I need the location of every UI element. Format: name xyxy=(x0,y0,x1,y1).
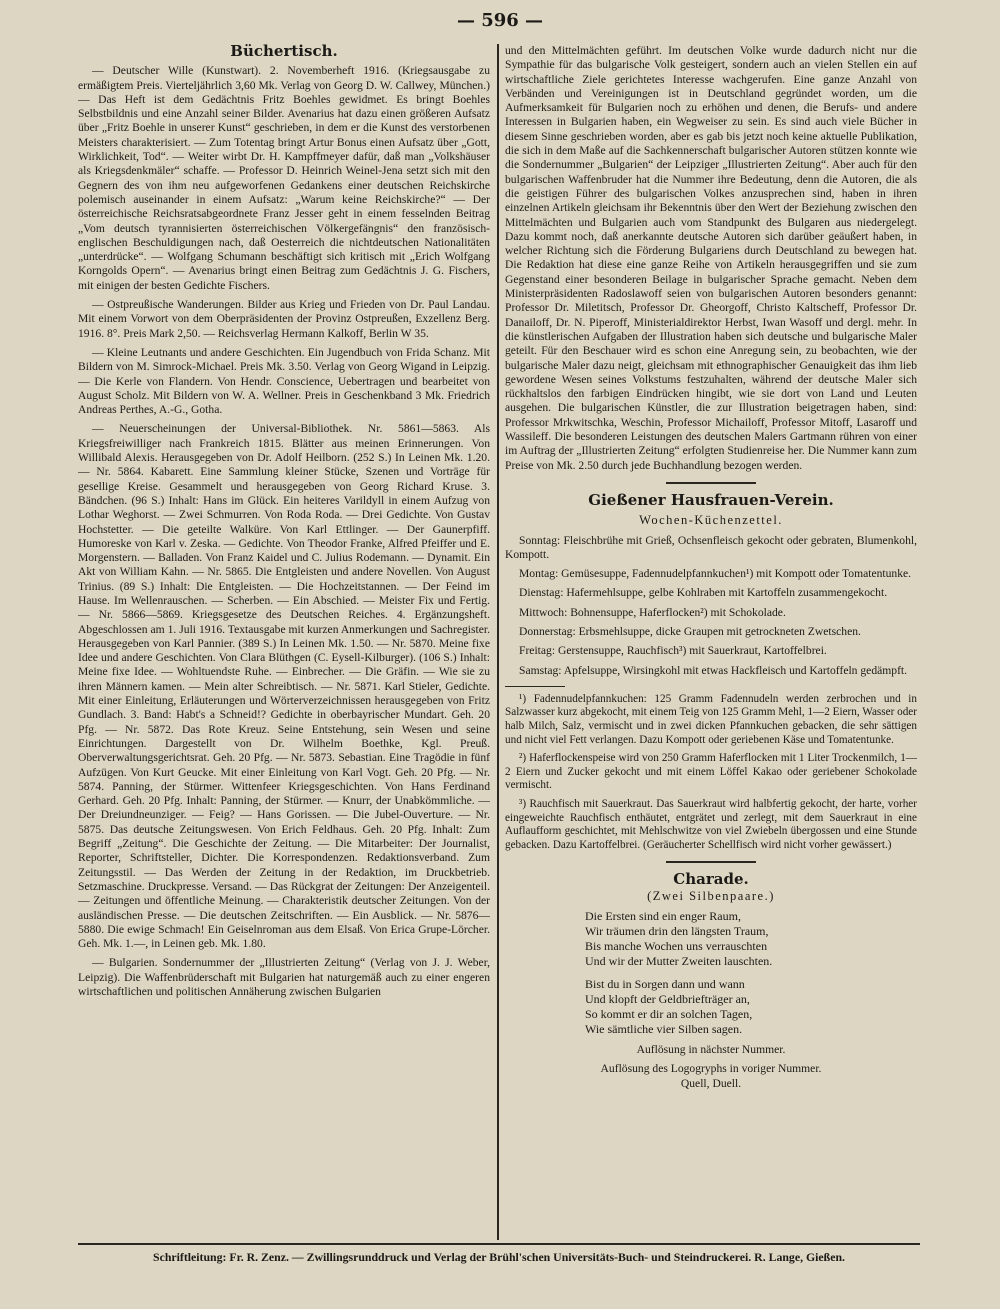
menu-day: Dienstag: Hafermehlsuppe, gelbe Kohlraben mit Kartoffeln zusammengekocht. xyxy=(519,586,888,600)
solution-next-issue: Auflösung in nächster Nummer. xyxy=(636,1043,786,1056)
section-separator xyxy=(666,861,756,863)
right-column xyxy=(505,44,917,1239)
charade-poem xyxy=(585,909,917,1037)
column-divider xyxy=(497,44,499,1240)
poem-line: Bis manche Wochen uns verrauschten xyxy=(585,939,768,953)
imprint-footer: Schriftleitung: Fr. R. Zenz. — Zwillingsrunddruck und Verlag der Brühl'schen Universitäts-Buch- und Steindruckerei. R. Lange, Gießen. xyxy=(153,1250,845,1264)
kuechenzettel-subheading: Wochen-Küchenzettel. xyxy=(639,513,783,528)
bulgarien-continuation: und den Mittelmächten geführt. Im deutschen Volke wurde dadurch nicht nur die Sympathie für das bulgarische Volk gesteigert, sondern auch an vielen Stellen ein auf wirtschaftliche Ziele gerichtetes Interesse wachgerufen. Eine ganze Anzahl von Verbänden und Vereinigungen ist in Deutschland gegründet worden, um die Aufmerksamkeit für Bulgarien noch zu erhöhen und denen, die Berufs- und andere Interessen in Bulgarien haben, ein Wegweiser zu sein. Es sind auch viele Bücher in diesem Sinne geschrieben worden, aber es gab bis jetzt noch keine aktuelle Publikation, die sich in dem Maße auf die Sachkennerschaft bulgarischer Autoren stützen konnte wie die Sondernummer „Bulgarien“ der Leipziger „Illustrierten Zeitung“. Aber auch für den bulgarischen Waffenbruder hat die Nummer ihre Bedeutung, denn die Autoren, die als die geistigen Führer des bulgarischen Volkes anzusprechen sind, haben in ihren einzelnen Artikeln gleichsam ihr Bekenntnis über den Wert der Beziehung zwischen den Mittelmächten und Bulgarien auch vom Standpunkt des Bulgaren aus niedergelegt. Dazu kommt noch, daß anerkannte deutsche Autoren sich darüber geäußert haben, in welcher Richtung sich die Förderung Bulgariens durch Deutschland zu bewegen hat. Die Redaktion hat diese eine ganze Reihe von Artikeln herausgegriffen und sie zum Gegenstand einer besonderen Beilage in bulgarischer Sprache gemacht. Neben dem Ministerpräsidenten Radoslawoff seien von bulgarischen Autoren besonders genannt: Professor Dr. Miletitsch, Professor Dr. Gheorgoff, Christo Kaltscheff, Professor Dr. Danailoff, Dr. N. Piperoff, Ministerialdirektor Herbst, Iwan Wasoff und dergl. mehr. In die künstlerischen Aufgaben der Illustration haben sich deutsche und bulgarische Maler geteilt. Für den Beschauer wird es schon eine Anregung sein, zu beobachten, wie der bulgarische Maler dazu neigt, gleichsam mit ethnographischer Genauigkeit das ihm lieb gewordene Wesen seines Volkstums festzuhalten, während der deutsche Maler sich rückhaltslos den farbigen Eindrücken hingibt, wie sie dort von Land und Leuten ausgehen. Die bulgarischen Künstler, die zur Illustration beigetragen haben, sind: Professor Mrkwitschka, Weschin, Professor Michailoff, Professor Mitoff, Lasaroff und Wassileff. Die besonderen Leistungen des deutschen Malers Gartmann rühren von einer im Auftrag der „Illustrierten Zeitung“ erfolgten Studienreise her. Die Nummer kann zum Preise von Mk. 2.50 durch jede Buchhandlung bezogen werden. xyxy=(505,44,917,472)
menu-day: Samstag: Apfelsuppe, Wirsingkohl mit etwas Hackfleisch und Kartoffeln gedämpft. xyxy=(519,663,908,677)
buechertisch-heading: Büchertisch. xyxy=(230,44,338,60)
poem-line: Die Ersten sind ein enger Raum, xyxy=(585,909,741,923)
book-review-paragraph: — Kleine Leutnants und andere Geschichten. Ein Jugendbuch von Frida Schanz. Mit Bildern von M. Simrock-Michael. Preis Mk. 3.50. Verlag von Georg Wigand in Leipzig. — Die Kerle von Flandern. Von Hendr. Conscience, Uebertragen und bearbeitet von August Scholz. Mit Bildern von W. A. Wellner. Preis in Geschenkband 3 Mk. Friedrich Andreas Perthes, A.-G., Gotha. xyxy=(78,345,490,417)
footnote-rule xyxy=(505,686,565,687)
menu-day: Mittwoch: Bohnensuppe, Haferflocken²) mit Schokolade. xyxy=(519,605,786,619)
hausfrauen-heading: Gießener Hausfrauen-Verein. xyxy=(588,490,834,509)
previous-solution: Quell, Duell. xyxy=(680,1076,742,1090)
page-number: — 596 — xyxy=(456,10,544,31)
book-review-paragraph: — Bulgarien. Sondernummer der „Illustrierten Zeitung“ (Verlag von J. J. Weber, Leipzig). Die Waffenbrüderschaft mit Bulgarien hat naturgemäß auch zu einer engeren wirtschaftlichen und politischen Annäherung zwischen Bulgarien xyxy=(78,956,490,998)
charade-heading: Charade. xyxy=(673,870,749,889)
poem-line: Bist du in Sorgen dann und wann xyxy=(585,977,745,991)
section-separator xyxy=(666,482,756,484)
recipe-footnote: ²) Haferflockenspeise wird von 250 Gramm Haferflocken mit 1 Liter Trockenmilch, 1—2 Eiern und Zucker gekocht und mit einem Löffel Kakao oder geriebener Schokolade vermischt. xyxy=(505,752,917,792)
charade-subheading: (Zwei Silbenpaare.) xyxy=(647,888,775,903)
menu-day: Montag: Gemüsesuppe, Fadennudelpfannkuchen¹) mit Kompott oder Tomatentunke. xyxy=(519,567,912,581)
poem-line: Wie sämtliche vier Silben sagen. xyxy=(585,1022,743,1036)
book-review-paragraph: — Ostpreußische Wanderungen. Bilder aus Krieg und Frieden von Dr. Paul Landau. Mit einem Vorwort von dem Oberpräsidenten der Provinz Ostpreußen, Exzellenz Berg. 1916. 8°. Preis Mark 2,50. — Reichsverlag Hermann Kalkoff, Berlin W 35. xyxy=(78,298,490,340)
left-column xyxy=(78,44,490,1234)
poem-line: Und wir der Mutter Zweiten lauschten. xyxy=(585,954,773,968)
footer-rule xyxy=(78,1243,920,1245)
poem-line: Wir träumen drin den längsten Traum, xyxy=(585,924,769,938)
menu-day: Sonntag: Fleischbrühe mit Grieß, Ochsenfleisch gekocht oder gebraten, Blumenkohl, Kompott. xyxy=(505,533,917,561)
previous-solution-heading: Auflösung des Logogryphs in voriger Nummer. xyxy=(600,1062,822,1076)
book-review-paragraph: — Deutscher Wille (Kunstwart). 2. Novemberheft 1916. (Kriegsausgabe zu ermäßigtem Preis. Vierteljährlich 3,60 Mk. Verlag von Georg D. W. Callwey, München.) — Das Heft ist dem Gedächtnis Fritz Boehles gewidmet. Es bringt Boehles Selbstbildnis und eine Anzahl seiner Bilder. Avenarius hat dazu einen größeren Aufsatz über „Fritz Boehle in unserer Kunst“ geschrieben, in dem er die Kunst des verstorbenen Meisters charakterisiert. — Zum Totentag bringt Artur Bonus einen Aufsatz über „Gott, Wirklichkeit, Tod“. — Weiter wirbt Dr. H. Kampffmeyer dafür, daß man „Volkshäuser als Kriegsdenkmäler“ schaffe. — Professor D. Heinrich Weinel-Jena setzt sich mit den Gegnern des von ihm neu aufgeworfenen Gedankens einer deutschen Reichskirche polemisch auseinander in einem Aufsatz: „Warum keine Reichskirche?“ — Der österreichische Reichsratsabgeordnete Franz Jesser geht in einem fesselnden Beitrag „Vom deutsch tyrannisierten österreichischen Völkergefängnis“ den französisch-englischen Beschuldigungen nach, daß Oesterreich die nichtdeutschen Nationalitäten „unterdrücke“. — Wolfgang Schumann beschäftigt sich kritisch mit „Erich Wolfgang Korngolds Opern“. — Avenarius bringt einen Beitrag zum Gedächtnis J. G. Fischers, mit einigen der besten Gedichte Fischers. xyxy=(78,64,490,292)
recipe-footnote: ³) Rauchfisch mit Sauerkraut. Das Sauerkraut wird halbfertig gekocht, der harte, vorher eingeweichte Rauchfisch enthäutet, entgrätet und zerlegt, mit dem Sauerkraut in eine Auflaufform geschichtet, mit Mehlschwitze von viel Zwiebeln übergossen und eine Stunde gebacken. Dazu Kartoffelbrei. (Geräucherter Schellfisch wird nicht vorher gewässert.) xyxy=(505,798,917,851)
poem-line: Und klopft der Geldbriefträger an, xyxy=(585,992,750,1006)
poem-line: So kommt er dir an solchen Tagen, xyxy=(585,1007,753,1021)
menu-day: Freitag: Gerstensuppe, Rauchfisch³) mit Sauerkraut, Kartoffelbrei. xyxy=(519,644,827,658)
menu-day: Donnerstag: Erbsmehlsuppe, dicke Graupen mit getrockneten Zwetschen. xyxy=(519,624,861,638)
book-review-paragraph: — Neuerscheinungen der Universal-Bibliothek. Nr. 5861—5863. Als Kriegsfreiwilliger nach Frankreich 1815. Blätter aus meinen Erinnerungen. Von Willibald Alexis. Herausgegeben von Dr. Adolf Heilborn. (252 S.) In Leinen Mk. 1.20. — Nr. 5864. Kabarett. Eine Sammlung kleiner Stücke, Szenen und Vorträge für gesellige Kreise. Gesammelt und herausgegeben von Georg Richard Kruse. 3. Bändchen. (96 S.) Inhalt: Hans im Glück. Ein heiteres Varildyll in einem Aufzug von Lothar Weghorst. — Zwei Schmurren. Von Roda Roda. — Drei Gedichte. Von Gustav Hochstetter. — Die geteilte Walküre. Von Karl Ettlinger. — Der Gaunerpfiff. Humoreske von Karl v. Zeska. — Gedichte. Von Theodor Franke, Alfred Pfeiffer und E. Morgenstern. — Balladen. Von Franz Kaidel und C. Julius Rodemann. — Dynamit. Ein Akt von William Kahn. — Nr. 5865. Die Entgleisten und andere Novellen. Von August Trinius. (89 S.) Inhalt: Die Entgleisten. — Die Hochzeitstannen. — Der Feind im Hause. Im Wellenrauschen. — Scherben. — Ein Abschied. — Meister Fix und Fertig. — Nr. 5866—5869. Kriegsgesetze des Deutschen Reiches. 4. Ergänzungsheft. Abgeschlossen am 1. Juli 1916. Textausgabe mit kurzen Anmerkungen und Sachregister. Herausgegeben von Karl Pannier. (389 S.) In Leinen Mk. 1.50. — Nr. 5870. Meine fixe Idee und andere Geschichten. Von Clara Blüthgen (C. Eysell-Kilburger). (106 S.) Inhalt: Meine fixe Idee. — Wohltuendste Ruhe. — Einbrecher. — Die Gräfin. — Wie sie zu ihren Männern kamen. — Mein alter Schreibtisch. — Nr. 5871. Karl Stieler, Gedichte. Mit einer Einleitung, Erläuterungen und Wörterverzeichnissen herausgegeben von Fritz Gundlach. 3. Band: Habt's a Schneid!? Gedichte in oberbayrischer Mundart. Geh. 20 Pfg. — Nr. 5872. Das Rote Kreuz. Seine Entstehung, sein Wesen und seine Einrichtungen. Dargestellt von Dr. Wilhelm Boethke, Kgl. Preuß. Oberverwaltungsgerichtsrat. Geh. 20 Pfg. — Nr. 5873. Sebastian. Eine Tragödie in fünf Aufzügen. Von Kurt Geucke. Mit einer Einleitung von Karl Vogt. Geh. 20 Pfg. — Nr. 5874. Panning, der Stürmer. Wittenfeer Kriegsgeschichten. Von Hans Ferdinand Gerhard. Geh. 20 Pfg. Inhalt: Panning, der Stürmer. — Knurr, der Unabkömmliche. — Der Dreiundneunziger. — Feig? — Hans Gorissen. — Die Jubel-Ouverture. — Nr. 5875. Das deutsche Zeitungswesen. Von Erich Feldhaus. Geh. 20 Pfg. Inhalt: Zum Begriff „Zeitung“. Die Geschichte der Zeitung. — Die Mitarbeiter: Der Journalist, Reporter, Schriftsteller, Dichter. Die Korrespondenzen. Redaktionsverband. Zum Zeitungsstil. — Das Werden der Zeitung in der Redaktion, im Druckbetrieb. Setzmaschine. Druckpresse. Versand. — Das Rückgrat der Zeitungen: Der Anzeigenteil. — Zeitungen und öffentliche Meinung. — Charakteristik deutscher Zeitungen. Von der ausländischen Presse. — Die deutschen Zeitschriften. — Ein Ausblick. — Nr. 5876—5880. Die ewige Schmach! Ein Geiselnroman aus dem Elsaß. Von Erica Grupe-Lörcher. Geh. Mk. 1.—, in Leinen geb. Mk. 1.80. xyxy=(78,422,490,951)
recipe-footnote: ¹) Fadennudelpfannkuchen: 125 Gramm Fadennudeln werden zerbrochen und in Salzwasser kurz abgekocht, mit einem Teig von 125 Gramm Mehl, 1—2 Eiern, Wasser oder halb Milch, Salz, vermischt und in zwei dicken Pfannkuchen gebacken, die sehr sättigen und nicht viel Fett verlangen. Dazu Kompott oder geriebenen Käse und Tomatentunke. xyxy=(505,692,917,746)
